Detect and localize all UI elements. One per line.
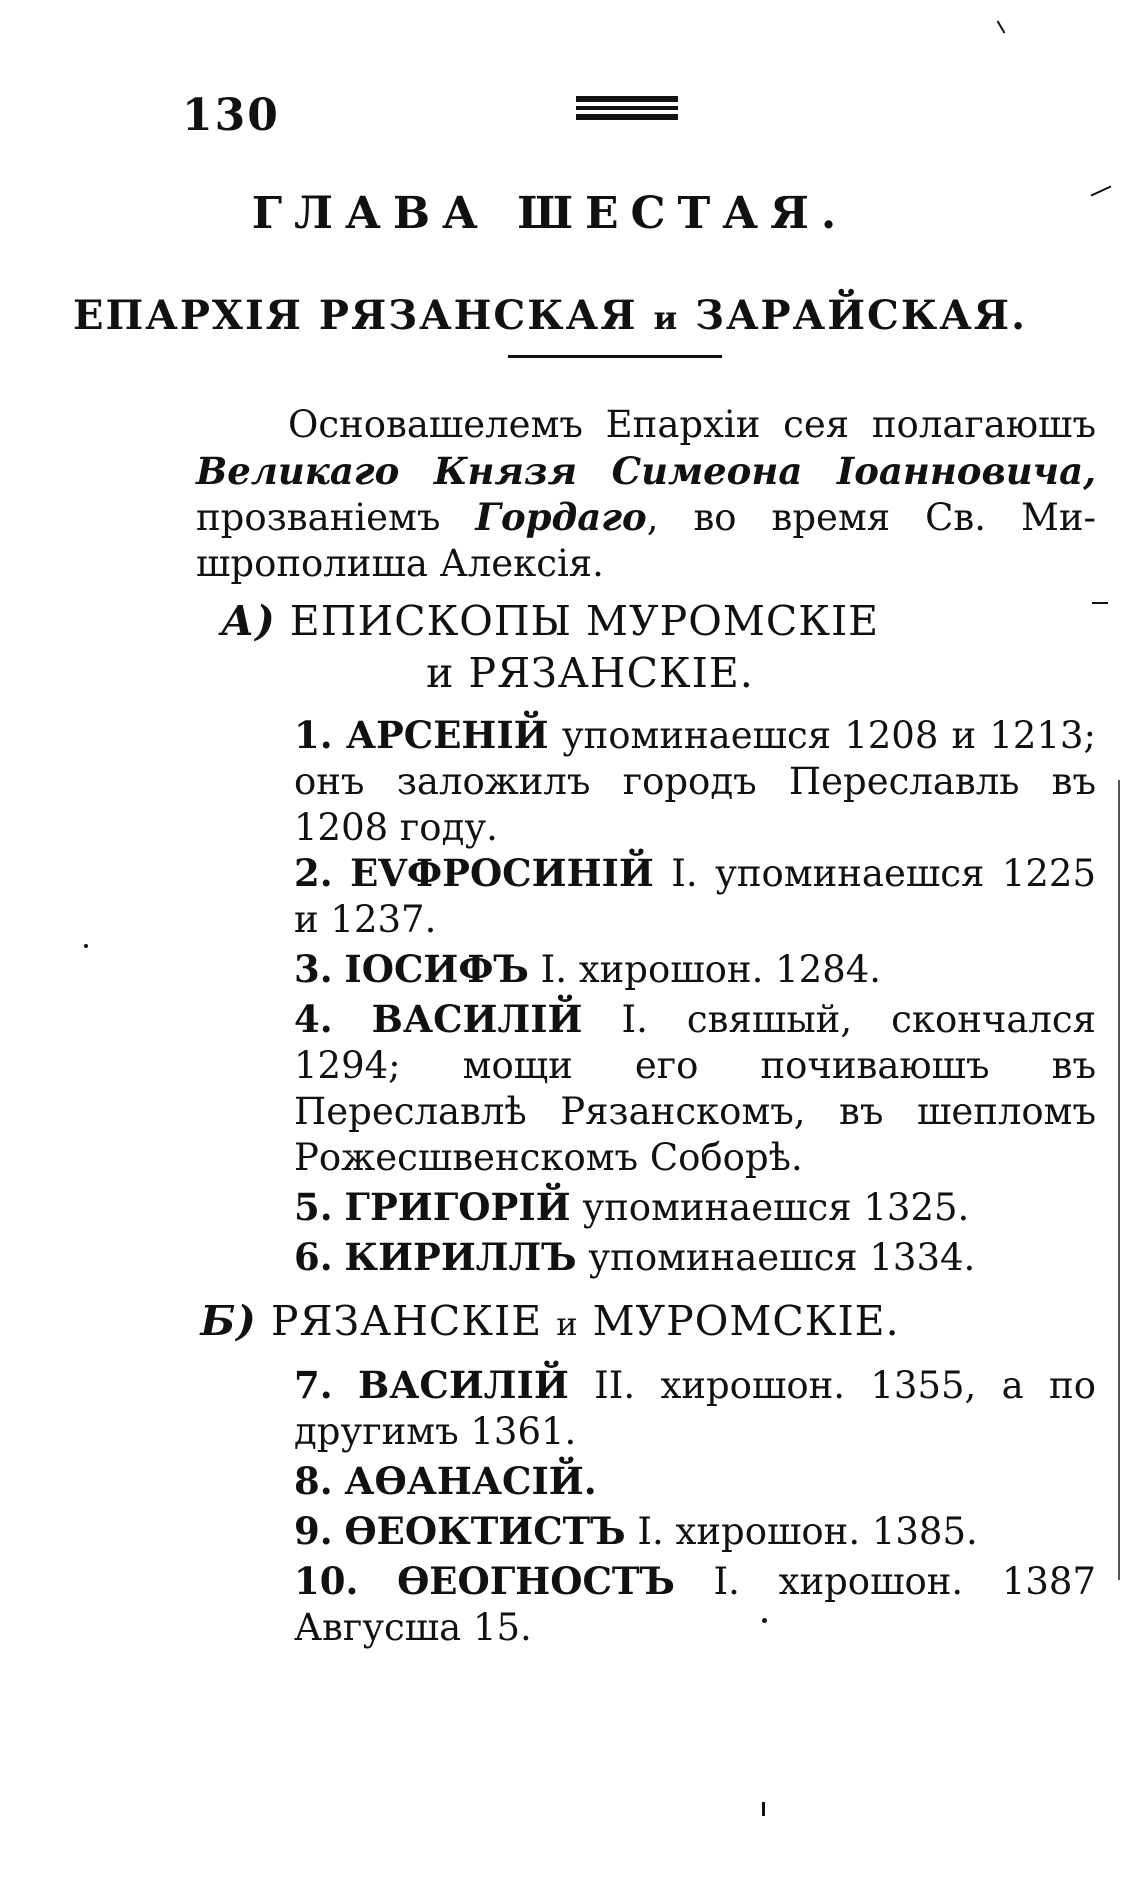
entry-name: АРСЕНІЙ bbox=[345, 713, 549, 757]
list-item bbox=[196, 712, 1096, 851]
eparchy-title bbox=[0, 292, 1100, 339]
page-edge-shadow bbox=[1118, 780, 1120, 1580]
entry-text: I. упоминаешся 1225 и 1237. bbox=[294, 852, 1096, 941]
list-item bbox=[196, 1508, 1096, 1555]
header-ornament-rule bbox=[576, 106, 678, 110]
header-ornament-rule bbox=[576, 114, 678, 120]
entry-text: упоминаешся 1208 и 1213; онъ заложилъ городъ Переславль въ 1208 году. bbox=[294, 714, 1096, 849]
intro-line-3b: Гордаго bbox=[475, 495, 647, 539]
list-item bbox=[196, 1558, 1096, 1651]
scan-speck bbox=[762, 1618, 767, 1623]
entry-name: ѲЕОКТИСТЪ bbox=[344, 1509, 626, 1553]
section-b-conj: и bbox=[556, 1305, 579, 1343]
entry-number: 6. bbox=[294, 1235, 333, 1279]
intro-line-3a: прозваніемъ bbox=[196, 496, 441, 539]
entry-number: 2. bbox=[294, 851, 333, 895]
entry-text: упоминаешся 1334. bbox=[588, 1236, 976, 1279]
eparchy-title-part2: ЗАРАЙСКАЯ. bbox=[695, 292, 1027, 339]
entry-text: I. хирошон. 1387 Авгусша 15. bbox=[294, 1560, 1097, 1649]
eparchy-title-part1: ЕПАРХІЯ РЯЗАНСКАЯ bbox=[73, 292, 638, 339]
chapter-title: ГЛАВА ШЕСТАЯ. bbox=[251, 188, 849, 239]
intro-line-4: шрополиша Алексія. bbox=[196, 542, 604, 585]
entry-text: I. хирошон. 1385. bbox=[637, 1510, 978, 1553]
section-a-heading-line2: и РЯЗАНСКІЕ. bbox=[426, 649, 754, 697]
entry-name: ЕVФРОСИНІЙ bbox=[350, 851, 654, 895]
section-b-title-a: РЯЗАНСКІЕ bbox=[270, 1297, 543, 1345]
entry-number: 5. bbox=[294, 1185, 333, 1229]
intro-paragraph bbox=[196, 402, 1096, 587]
scan-speck bbox=[997, 20, 1006, 33]
eparchy-title-conj: и bbox=[653, 299, 680, 337]
scan-speck bbox=[1092, 602, 1108, 604]
header-ornament-rule bbox=[576, 96, 678, 102]
section-a-heading bbox=[0, 598, 1100, 644]
entry-text: I. хирошон. 1284. bbox=[540, 948, 882, 991]
list-item bbox=[196, 996, 1096, 1181]
entry-number: 9. bbox=[294, 1509, 333, 1553]
entry-name: АѲАНАСІЙ. bbox=[344, 1459, 597, 1503]
entry-name: ВАСИЛІЙ bbox=[357, 1363, 569, 1407]
list-item bbox=[196, 946, 1096, 993]
intro-line-2: Великаго Князя Симеона Іоанновича, bbox=[196, 449, 1096, 493]
entry-number: 7. bbox=[294, 1363, 333, 1407]
entry-text: упоминаешся 1325. bbox=[582, 1186, 970, 1229]
section-a-title-line1: ЕПИСКОПЫ МУРОМСКІЕ bbox=[289, 597, 880, 645]
entry-name: ГРИГОРІЙ bbox=[344, 1185, 571, 1229]
intro-line-3c: , во время Св. Ми- bbox=[646, 496, 1096, 539]
entry-text: I. свяшый, скончался 1294; мощи его почиваюшъ въ Переславлѣ Рязанскомъ, въ шепломъ Рожесшвенскомъ Соборѣ. bbox=[294, 998, 1096, 1179]
entry-name: ІОСИФЪ bbox=[344, 947, 529, 991]
entry-number: 3. bbox=[294, 947, 333, 991]
entry-number: 10. bbox=[294, 1559, 359, 1603]
list-item bbox=[196, 1458, 1096, 1505]
intro-line-1: Основашелемъ Епархіи сея полагаюшъ bbox=[288, 403, 1096, 446]
intro-line-3 bbox=[196, 494, 1096, 541]
section-b-letter: Б) bbox=[200, 1297, 257, 1345]
entry-number: 1. bbox=[294, 713, 333, 757]
entry-number: 8. bbox=[294, 1459, 333, 1503]
section-b-title-b: МУРОМСКІЕ. bbox=[592, 1297, 900, 1345]
section-b-heading bbox=[0, 1298, 1100, 1347]
scan-speck bbox=[84, 944, 88, 948]
page-number: 130 bbox=[182, 90, 280, 141]
section-a-letter: А) bbox=[220, 597, 276, 645]
scan-speck bbox=[762, 1802, 765, 1816]
entry-text: II. хирошон. 1355, а по другимъ 1361. bbox=[294, 1364, 1096, 1453]
entry-name: ВАСИЛІЙ bbox=[371, 997, 583, 1041]
entry-name: КИРИЛЛЪ bbox=[344, 1235, 577, 1279]
list-item bbox=[196, 1362, 1096, 1455]
entry-number: 4. bbox=[294, 997, 333, 1041]
list-item bbox=[196, 1184, 1096, 1231]
list-item bbox=[196, 850, 1096, 943]
list-item bbox=[196, 1234, 1096, 1281]
title-divider bbox=[508, 355, 722, 358]
entry-name: ѲЕОГНОСТЪ bbox=[397, 1559, 675, 1603]
